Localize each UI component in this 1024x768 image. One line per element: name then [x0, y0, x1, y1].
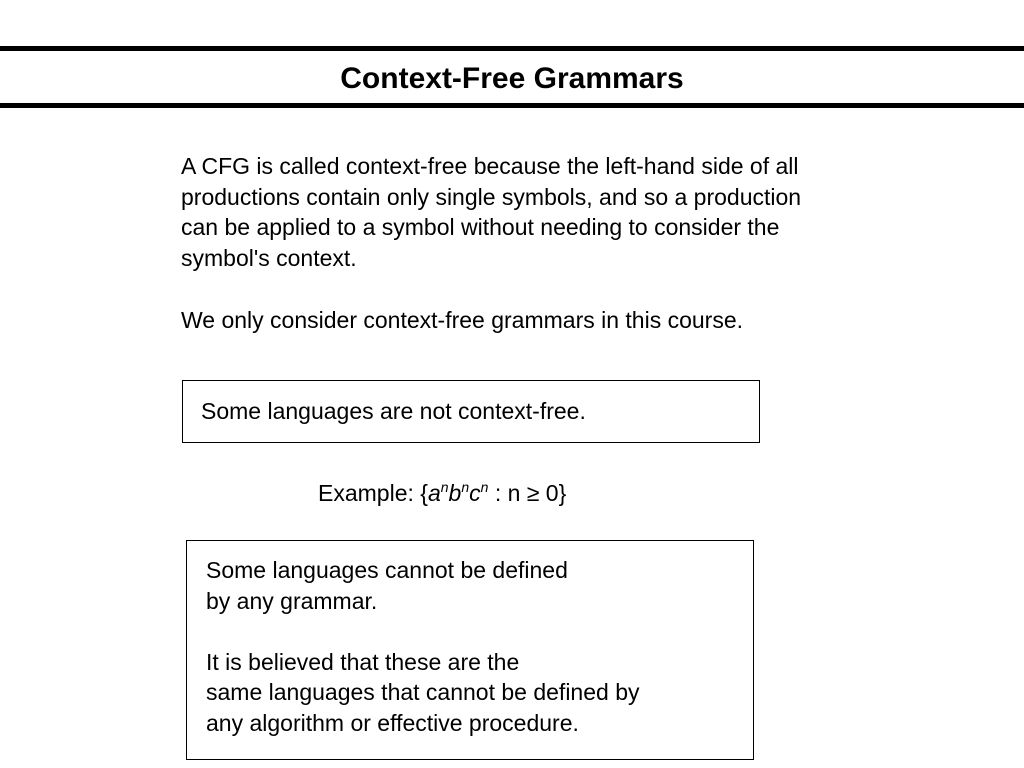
example-suffix: : n ≥ 0} — [488, 480, 567, 506]
box-line: same languages that cannot be defined by — [206, 679, 640, 705]
paragraph-gap — [206, 616, 753, 647]
intro-line: productions contain only single symbols, and so a production — [181, 183, 802, 210]
intro-line: symbol's context. — [181, 244, 357, 271]
example-prefix: Example: { — [318, 480, 428, 506]
box-line: by any grammar. — [206, 587, 378, 614]
intro-line: A CFG is called context-free because the left-hand side of all — [181, 153, 799, 179]
example-language — [318, 478, 566, 508]
slide-title: Context-Free Grammars — [340, 62, 684, 95]
undefinable-languages-box — [186, 540, 754, 760]
symbol-a: a — [427, 480, 441, 506]
box-line: Some languages cannot be defined — [206, 557, 568, 583]
exponent-c: n — [480, 479, 489, 495]
exponent-a: n — [440, 479, 449, 495]
symbol-c: c — [469, 480, 481, 506]
title-top-rule — [0, 46, 1024, 51]
course-scope-paragraph — [181, 305, 901, 336]
box-line: It is believed that these are the — [206, 648, 520, 675]
not-context-free-text: Some languages are not context-free. — [201, 398, 586, 424]
exponent-b: n — [461, 479, 470, 495]
not-context-free-box — [182, 380, 760, 443]
course-scope-text: We only consider context-free grammars in this course. — [181, 307, 744, 333]
box-line: any algorithm or effective procedure. — [206, 709, 579, 736]
symbol-b: b — [448, 480, 462, 506]
intro-paragraph — [181, 151, 901, 273]
title-bottom-rule — [0, 103, 1024, 108]
intro-line: can be applied to a symbol without needing to consider the — [181, 214, 780, 240]
